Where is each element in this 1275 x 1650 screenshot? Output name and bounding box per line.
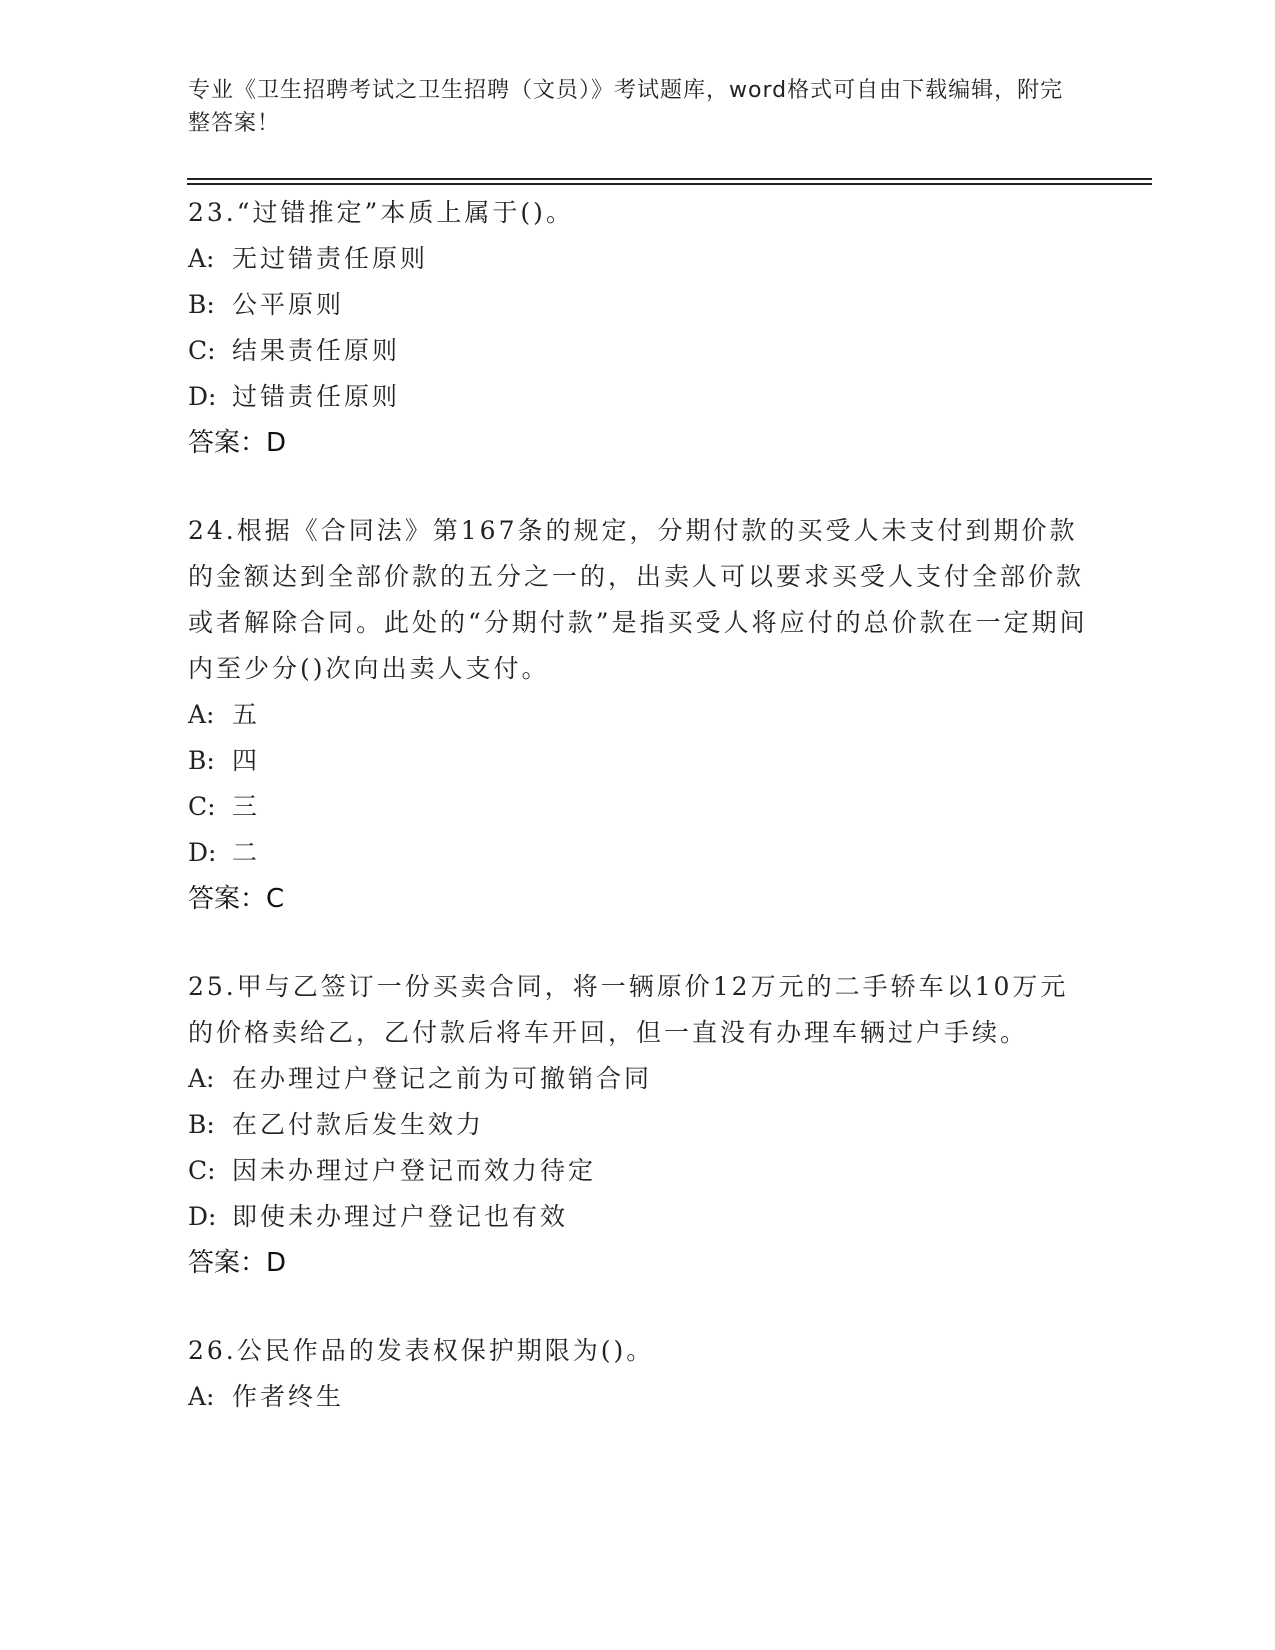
option-c — [188, 1148, 1088, 1194]
option-d — [188, 374, 1088, 420]
option-a — [188, 1056, 1088, 1102]
option-a — [188, 236, 1088, 282]
question-stem: 25.甲与乙签订一份买卖合同，将一辆原价12万元的二手轿车以10万元的价格卖给乙，乙付款后将车开回，但一直没有办理车辆过户手续。 — [188, 972, 1069, 1047]
answer-line: 答案：D — [188, 1248, 287, 1278]
option-letter: A: — [188, 1064, 215, 1093]
option-a — [188, 692, 1088, 738]
option-text: 公平原则 — [232, 290, 345, 319]
question-25 — [188, 964, 1088, 1286]
option-text: 结果责任原则 — [232, 336, 401, 365]
document-header: 专业《卫生招聘考试之卫生招聘（文员）》考试题库，word格式可自由下载编辑，附完整答案！ — [188, 78, 1064, 136]
answer-line: 答案：C — [188, 884, 285, 914]
option-text: 因未办理过户登记而效力待定 — [232, 1156, 597, 1185]
option-d — [188, 1194, 1088, 1240]
option-text: 二 — [232, 838, 261, 867]
question-stem: 23.“过错推定”本质上属于()。 — [188, 198, 574, 227]
option-c — [188, 784, 1088, 830]
option-letter: D: — [188, 838, 217, 867]
option-text: 无过错责任原则 — [232, 244, 429, 273]
question-list — [188, 190, 1088, 1462]
option-letter: D: — [188, 1202, 217, 1231]
option-b — [188, 1102, 1088, 1148]
option-text: 作者终生 — [232, 1382, 345, 1411]
answer-line: 答案：D — [188, 428, 287, 458]
option-letter: C: — [188, 792, 216, 821]
option-b — [188, 738, 1088, 784]
option-letter: B: — [188, 290, 215, 319]
option-letter: D: — [188, 382, 217, 411]
question-24 — [188, 508, 1088, 922]
question-stem: 26.公民作品的发表权保护期限为()。 — [188, 1336, 655, 1365]
question-23 — [188, 190, 1088, 466]
option-letter: A: — [188, 700, 215, 729]
option-b — [188, 282, 1088, 328]
option-letter: C: — [188, 336, 216, 365]
option-c — [188, 328, 1088, 374]
option-text: 在乙付款后发生效力 — [232, 1110, 485, 1139]
option-letter: A: — [188, 244, 215, 273]
option-text: 在办理过户登记之前为可撤销合同 — [232, 1064, 653, 1093]
option-text: 五 — [232, 700, 261, 729]
option-a — [188, 1374, 1088, 1420]
question-26 — [188, 1328, 1088, 1420]
option-letter: B: — [188, 746, 215, 775]
option-text: 即使未办理过户登记也有效 — [232, 1202, 569, 1231]
option-d — [188, 830, 1088, 876]
option-text: 三 — [232, 792, 261, 821]
option-text: 四 — [232, 746, 261, 775]
header-divider-bottom — [187, 183, 1152, 185]
question-stem: 24.根据《合同法》第167条的规定，分期付款的买受人未支付到期价款的金额达到全部价款的五分之一的，出卖人可以要求买受人支付全部价款或者解除合同。此处的“分期付款”是指买受人将应付的总价款在一定期间内至少分()次向出卖人支付。 — [188, 516, 1088, 683]
option-letter: B: — [188, 1110, 215, 1139]
header-divider-top — [187, 178, 1152, 180]
option-text: 过错责任原则 — [232, 382, 401, 411]
option-letter: A: — [188, 1382, 215, 1411]
option-letter: C: — [188, 1156, 216, 1185]
